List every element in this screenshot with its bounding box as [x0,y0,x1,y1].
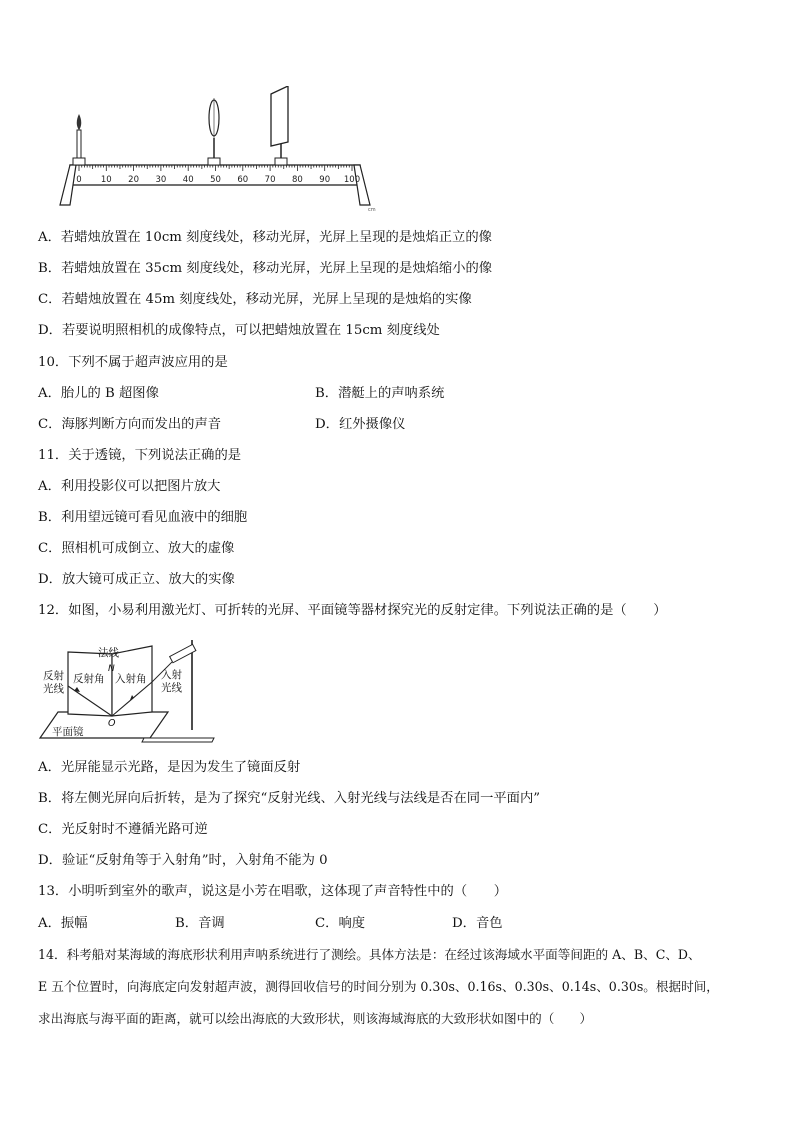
scale-label: 10 [100,175,112,185]
right-support [354,165,370,205]
q13-option-a: A．振幅 [38,916,88,931]
q13-option-c: C．响度 [315,916,366,931]
reflected-ray-label-1: 反射 [43,670,64,682]
scale-label: 70 [264,175,276,185]
incident-angle-label: 入射角 [115,673,147,685]
q13-stem: 13．小明听到室外的歌声，说这是小芳在唱歌，这体现了声音特性中的（ ） [38,884,508,899]
scale-label: 0 [76,175,82,185]
scale-label: 80 [291,175,303,185]
scale-label: 100 [343,175,361,185]
q12-option-d: D．验证“反射角等于入射角”时，入射角不能为 0 [38,853,328,868]
light-screen [271,86,288,165]
incident-ray-label-2: 光线 [161,682,182,694]
q10-option-d: D．红外摄像仪 [315,417,406,432]
q13-option-d: D．音色 [452,916,503,931]
reflection-drawing [38,634,218,746]
q9-option-c: C．若蜡烛放置在 45m 刻度线处，移动光屏，光屏上呈现的是烛焰的实像 [38,292,472,307]
convex-lens [208,98,220,165]
reflect-angle-label: 反射角 [73,673,105,685]
optical-bench-figure [56,86,376,214]
q11-option-b: B．利用望远镜可看见血液中的细胞 [38,510,248,525]
q12-stem: 12．如图，小易利用激光灯、可折转的光屏、平面镜等器材探究光的反射定律。下列说法正确的是（ ） [38,603,667,618]
incident-ray-label-1: 入射 [161,669,182,681]
q14-line-1: 14．科考船对某海域的海底形状利用声呐系统进行了测绘。具体方法是：在经过该海域水平面等间距的 A、B、C、D、 [38,947,701,962]
q9-option-d: D．若要说明照相机的成像特点，可以把蜡烛放置在 15cm 刻度线处 [38,323,440,338]
q12-option-c: C．光反射时不遵循光路可逆 [38,822,208,837]
reflected-ray-label-2: 光线 [43,683,64,695]
q14-line-2: E 五个位置时，向海底定向发射超声波，测得回收信号的时间分别为 0.30s、0.16s、0.30s、0.14s、0.30s。根据时间， [38,979,719,994]
scale-label: 20 [128,175,140,185]
stand-base [142,738,214,742]
q14-line-3: 求出海底与海平面的距离，就可以绘出海底的大致形状，则该海域海底的大致形状如图中的（ ） [38,1011,593,1026]
candle [73,114,85,165]
q10-option-b: B．潜艇上的声呐系统 [315,386,445,401]
q11-option-c: C．照相机可成倒立、放大的虚像 [38,541,235,556]
n-label: N [108,664,115,674]
scale-label: 90 [319,175,331,185]
reflection-experiment-figure [38,634,218,746]
mirror-label: 平面镜 [52,726,84,738]
o-label: O [108,718,116,729]
q9-option-b: B．若蜡烛放置在 35cm 刻度线处，移动光屏，光屏上呈现的是烛焰缩小的像 [38,261,493,276]
q12-option-a: A．光屏能显示光路，是因为发生了镜面反射 [38,760,301,775]
scale-label: 60 [237,175,249,185]
normal-label: 法线 [98,647,119,659]
scale-label: 50 [210,175,221,185]
q12-option-b: B．将左侧光屏向后折转，是为了探究“反射光线、入射光线与法线是否在同一平面内” [38,791,541,806]
q10-stem: 10．下列不属于超声波应用的是 [38,355,228,370]
q11-option-d: D．放大镜可成正立、放大的实像 [38,572,235,587]
optical-bench-drawing [56,86,376,214]
q11-stem: 11．关于透镜，下列说法正确的是 [38,448,242,463]
q10-option-a: A．胎儿的 B 超图像 [38,386,159,401]
corner-mark: cm [368,207,376,213]
scale-label: 30 [155,175,167,185]
q11-option-a: A．利用投影仪可以把图片放大 [38,479,221,494]
q9-option-a: A．若蜡烛放置在 10cm 刻度线处，移动光屏，光屏上呈现的是烛焰正立的像 [38,230,492,245]
left-support [60,165,76,205]
q13-option-b: B．音调 [175,916,225,931]
q10-option-c: C．海豚判断方向而发出的声音 [38,417,222,432]
scale-label: 40 [182,175,194,185]
